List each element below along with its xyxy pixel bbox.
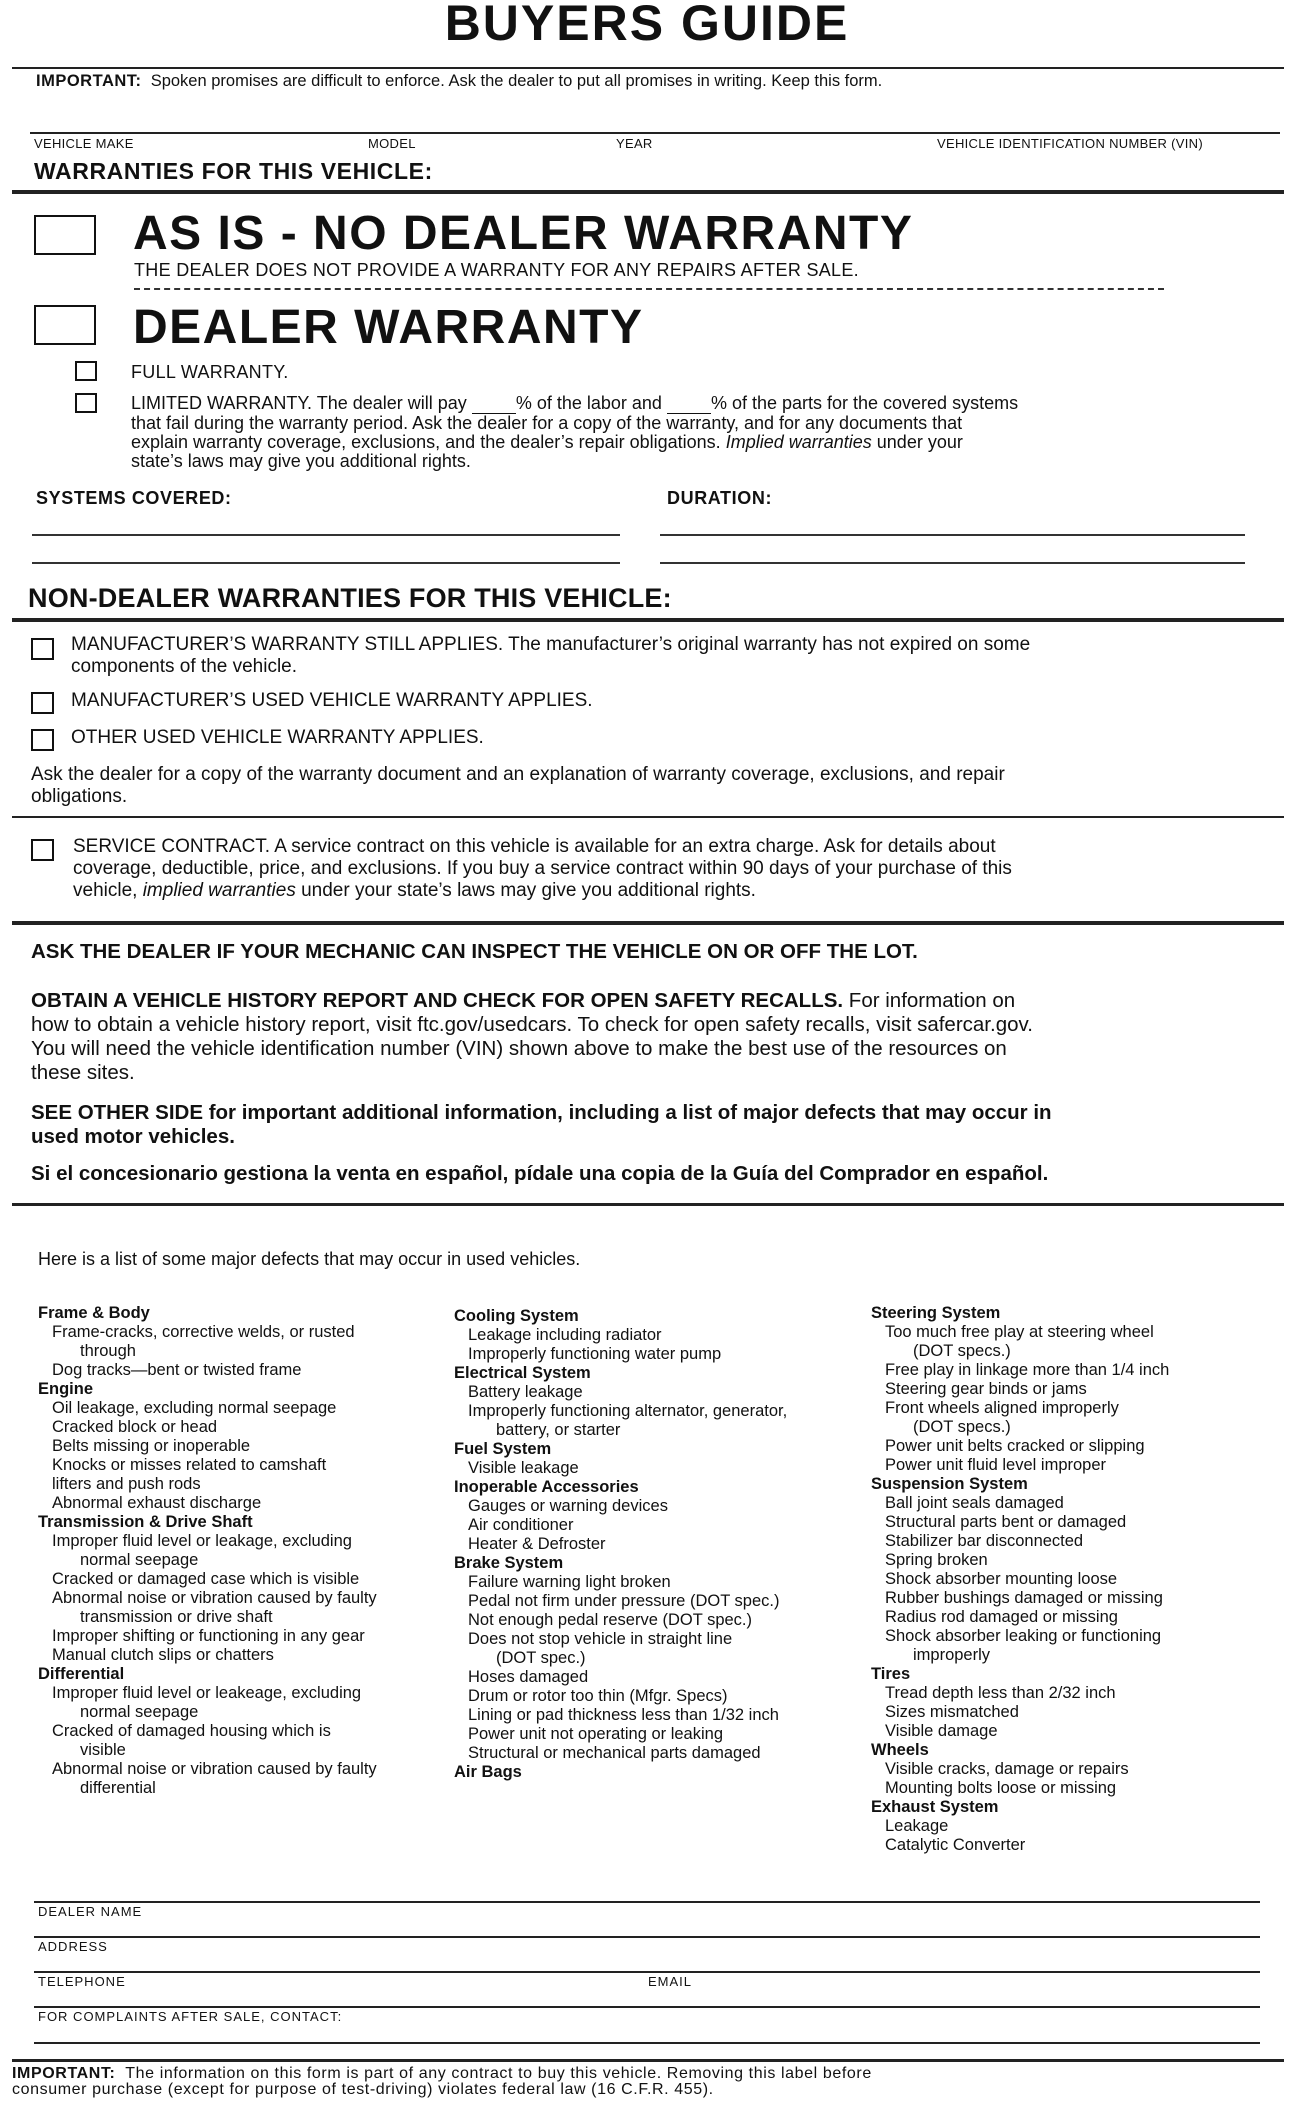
ask-dealer-text	[31, 764, 1005, 808]
used-vehicle-warranty-label: MANUFACTURER’S USED VEHICLE WARRANTY APPLIES.	[71, 690, 593, 711]
address-label: ADDRESS	[38, 1939, 108, 1954]
see-other-line-1: SEE OTHER SIDE for important additional information, including a list of major defects that may occur in	[31, 1101, 1052, 1124]
defect-item: Visible damage	[885, 1722, 998, 1740]
defects-intro: Here is a list of some major defects that may occur in used vehicles.	[38, 1249, 581, 1269]
limited-label: LIMITED WARRANTY.	[131, 393, 313, 413]
defect-item: Knocks or misses related to camshaft	[52, 1456, 327, 1474]
dealer-name-line[interactable]	[34, 1901, 1260, 1903]
manufacturer-line-2: components of the vehicle.	[71, 656, 298, 677]
defect-item: Structural or mechanical parts damaged	[468, 1744, 761, 1762]
defect-category: Inoperable Accessories	[454, 1478, 639, 1496]
defect-item: Pedal not firm under pressure (DOT spec.)	[468, 1592, 780, 1610]
defect-category: Brake System	[454, 1554, 564, 1572]
defect-category: Fuel System	[454, 1440, 552, 1458]
labor-percent-blank[interactable]	[472, 394, 516, 414]
other-warranty-checkbox[interactable]	[31, 729, 54, 751]
vehicle-line	[30, 132, 1280, 134]
defect-category: Suspension System	[871, 1475, 1028, 1493]
defect-item: Cracked block or head	[52, 1418, 218, 1436]
history-line-2: how to obtain a vehicle history report, visit ftc.gov/usedcars. To check for open safety recalls, visit safercar.gov.	[31, 1013, 1033, 1036]
service-contract-checkbox[interactable]	[31, 839, 54, 861]
footer-notice	[12, 2066, 872, 2098]
mechanic-notice: ASK THE DEALER IF YOUR MECHANIC CAN INSPECT THE VEHICLE ON OR OFF THE LOT.	[31, 940, 918, 963]
non-dealer-heading: NON-DEALER WARRANTIES FOR THIS VEHICLE:	[28, 583, 672, 613]
defect-item: Visible leakage	[468, 1459, 579, 1477]
as-is-title: AS IS - NO DEALER WARRANTY	[133, 207, 914, 260]
manufacturer-warranty-checkbox[interactable]	[31, 638, 54, 660]
limited-line-4: state’s laws may give you additional rights.	[131, 451, 471, 471]
systems-covered-label: SYSTEMS COVERED:	[36, 488, 232, 508]
systems-covered-line-2[interactable]	[32, 562, 620, 564]
spanish-notice: Si el concesionario gestiona la venta en español, pídale una copia de la Guía del Comprador en español.	[31, 1162, 1049, 1185]
defect-item: Leakage including radiator	[468, 1326, 662, 1344]
divider	[12, 618, 1284, 622]
defect-item: differential	[80, 1779, 156, 1797]
limited-line-3a: explain warranty coverage, exclusions, and the dealer’s repair obligations.	[131, 432, 721, 452]
year-label: YEAR	[616, 136, 653, 151]
see-other-side-notice	[31, 1101, 1052, 1149]
defect-item: Catalytic Converter	[885, 1836, 1026, 1854]
vin-label: VEHICLE IDENTIFICATION NUMBER (VIN)	[937, 136, 1203, 151]
defect-item: Belts missing or inoperable	[52, 1437, 251, 1455]
history-notice	[31, 989, 1286, 1085]
defect-item: improperly	[913, 1646, 991, 1664]
limited-text-c: % of the parts for the covered systems	[710, 393, 1019, 413]
defect-item: Cracked of damaged housing which is	[52, 1722, 331, 1740]
defect-category: Transmission & Drive Shaft	[38, 1513, 253, 1531]
defect-item: Battery leakage	[468, 1383, 583, 1401]
important-notice	[36, 72, 882, 91]
address-line[interactable]	[34, 1936, 1260, 1938]
footer-important-label: IMPORTANT:	[12, 2065, 116, 2082]
other-warranty-label: OTHER USED VEHICLE WARRANTY APPLIES.	[71, 727, 484, 748]
limited-warranty-text	[131, 394, 1281, 471]
history-line-3: You will need the vehicle identification number (VIN) shown above to make the best use of the resources on	[31, 1037, 1007, 1060]
dashed-divider	[134, 288, 1164, 290]
defect-category: Tires	[871, 1665, 911, 1683]
implied-warranties-italic: Implied warranties	[725, 432, 872, 452]
defect-item: normal seepage	[80, 1703, 199, 1721]
defect-item: Drum or rotor too thin (Mfgr. Specs)	[468, 1687, 728, 1705]
footer-line-1: The information on this form is part of any contract to buy this vehicle. Removing this label before	[125, 2065, 872, 2082]
full-warranty-checkbox[interactable]	[75, 361, 97, 381]
limited-warranty-checkbox[interactable]	[75, 393, 97, 413]
limited-text-a: The dealer will pay	[316, 393, 467, 413]
divider	[12, 190, 1284, 194]
defect-item: normal seepage	[80, 1551, 199, 1569]
defect-item: Visible cracks, damage or repairs	[885, 1760, 1129, 1778]
dealer-warranty-checkbox[interactable]	[34, 305, 96, 345]
important-text: Spoken promises are difficult to enforce. Ask the dealer to put all promises in writing. Keep this form.	[150, 72, 883, 90]
parts-percent-blank[interactable]	[667, 394, 711, 414]
history-line-4: these sites.	[31, 1061, 135, 1084]
defect-item: Rubber bushings damaged or missing	[885, 1589, 1163, 1607]
service-line-3a: vehicle,	[73, 880, 138, 901]
defect-category: Frame & Body	[38, 1304, 150, 1322]
history-bold: OBTAIN A VEHICLE HISTORY REPORT AND CHECK FOR OPEN SAFETY RECALLS.	[31, 989, 844, 1012]
defect-item: Abnormal noise or vibration caused by faulty	[52, 1589, 377, 1607]
duration-line-2[interactable]	[660, 562, 1245, 564]
defect-category: Exhaust System	[871, 1798, 999, 1816]
defect-item: Failure warning light broken	[468, 1573, 671, 1591]
service-contract-text	[73, 836, 1012, 902]
defect-item: (DOT specs.)	[913, 1418, 1011, 1436]
duration-label: DURATION:	[667, 488, 773, 508]
defect-item: through	[80, 1342, 136, 1360]
ask-line-1: Ask the dealer for a copy of the warranty document and an explanation of warranty coverage, exclusions, and repair	[31, 764, 1005, 785]
important-label: IMPORTANT:	[36, 72, 142, 90]
service-line-1: SERVICE CONTRACT. A service contract on this vehicle is available for an extra charge. Ask for details about	[73, 836, 996, 857]
defect-item: Mounting bolts loose or missing	[885, 1779, 1117, 1797]
defect-item: (DOT specs.)	[913, 1342, 1011, 1360]
full-warranty-label: FULL WARRANTY.	[131, 362, 289, 382]
defect-item: Air conditioner	[468, 1516, 574, 1534]
defect-category: Engine	[38, 1380, 94, 1398]
defects-column-1	[38, 1304, 438, 1798]
defect-item: Abnormal noise or vibration caused by faulty	[52, 1760, 377, 1778]
defect-item: Improper shifting or functioning in any gear	[52, 1627, 365, 1645]
limited-text-b: % of the labor and	[515, 393, 662, 413]
defect-item: Not enough pedal reserve (DOT spec.)	[468, 1611, 753, 1629]
defect-item: Abnormal exhaust discharge	[52, 1494, 262, 1512]
defect-category: Air Bags	[454, 1763, 522, 1781]
defect-item: Structural parts bent or damaged	[885, 1513, 1127, 1531]
defect-item: battery, or starter	[496, 1421, 621, 1439]
manufacturer-line-1: MANUFACTURER’S WARRANTY STILL APPLIES. The manufacturer’s original warranty has not expired on some	[71, 634, 1031, 655]
as-is-subtext: THE DEALER DOES NOT PROVIDE A WARRANTY FOR ANY REPAIRS AFTER SALE.	[134, 260, 859, 280]
defect-category: Differential	[38, 1665, 125, 1683]
defect-item: Heater & Defroster	[468, 1535, 606, 1553]
defect-item: Free play in linkage more than 1/4 inch	[885, 1361, 1170, 1379]
dealer-name-label: DEALER NAME	[38, 1904, 143, 1919]
ask-line-2: obligations.	[31, 786, 128, 807]
manufacturer-warranty-text	[71, 634, 1030, 678]
defect-item: Tread depth less than 2/32 inch	[885, 1684, 1116, 1702]
defect-item: Improperly functioning alternator, generator,	[468, 1402, 788, 1420]
defect-category: Steering System	[871, 1304, 1001, 1322]
defect-item: Improper fluid level or leakage, excluding	[52, 1532, 352, 1550]
defect-item: lifters and push rods	[52, 1475, 201, 1493]
dealer-warranty-title: DEALER WARRANTY	[133, 301, 644, 354]
model-label: MODEL	[368, 136, 416, 151]
see-other-line-2: used motor vehicles.	[31, 1125, 235, 1148]
defect-item: Leakage	[885, 1817, 949, 1835]
telephone-label: TELEPHONE	[38, 1974, 126, 1989]
defect-item: Improper fluid level or leakeage, excluding	[52, 1684, 362, 1702]
divider	[12, 1203, 1284, 1206]
divider	[12, 2059, 1284, 2062]
defect-item: Manual clutch slips or chatters	[52, 1646, 274, 1664]
warranties-heading: WARRANTIES FOR THIS VEHICLE:	[34, 158, 433, 184]
defect-item: Sizes mismatched	[885, 1703, 1019, 1721]
limited-line-2: that fail during the warranty period. Ask the dealer for a copy of the warranty, and for any documents that	[131, 413, 963, 433]
defect-item: Power unit belts cracked or slipping	[885, 1437, 1145, 1455]
complaints-label: FOR COMPLAINTS AFTER SALE, CONTACT:	[38, 2009, 343, 2024]
service-line-2: coverage, deductible, price, and exclusions. If you buy a service contract within 90 days of your purchase of this	[73, 858, 1012, 879]
used-vehicle-warranty-checkbox[interactable]	[31, 692, 54, 714]
defects-column-3	[871, 1304, 1271, 1855]
defect-item: Cracked or damaged case which is visible	[52, 1570, 360, 1588]
defect-category: Electrical System	[454, 1364, 591, 1382]
defect-item: Ball joint seals damaged	[885, 1494, 1064, 1512]
defect-item: Oil leakage, excluding normal seepage	[52, 1399, 337, 1417]
vehicle-make-label: VEHICLE MAKE	[34, 136, 134, 151]
defect-item: visible	[80, 1741, 126, 1759]
defect-item: Gauges or warning devices	[468, 1497, 668, 1515]
defect-item: Improperly functioning water pump	[468, 1345, 722, 1363]
service-implied-italic: implied warranties	[142, 880, 296, 901]
defect-item: Power unit not operating or leaking	[468, 1725, 723, 1743]
limited-line-3b: under your	[876, 432, 963, 452]
email-label: EMAIL	[648, 1974, 693, 1989]
defect-item: Does not stop vehicle in straight line	[468, 1630, 733, 1648]
telephone-line[interactable]	[34, 1971, 1260, 1973]
as-is-checkbox[interactable]	[34, 215, 96, 255]
defects-column-2	[454, 1307, 854, 1782]
defect-item: Dog tracks—bent or twisted frame	[52, 1361, 302, 1379]
page-title: BUYERS GUIDE	[444, 0, 850, 51]
footer-line-2: consumer purchase (except for purpose of test-driving) violates federal law (16 C.F.R. 455).	[12, 2081, 714, 2098]
defect-item: Lining or pad thickness less than 1/32 inch	[468, 1706, 779, 1724]
divider	[12, 816, 1284, 818]
systems-covered-line-1[interactable]	[32, 534, 620, 536]
complaints-line[interactable]	[34, 2006, 1260, 2008]
defect-item: (DOT spec.)	[496, 1649, 586, 1667]
defect-item: Power unit fluid level improper	[885, 1456, 1107, 1474]
defect-item: Frame-cracks, corrective welds, or rusted	[52, 1323, 355, 1341]
defect-item: Spring broken	[885, 1551, 988, 1569]
duration-line-1[interactable]	[660, 534, 1245, 536]
defect-item: Front wheels aligned improperly	[885, 1399, 1119, 1417]
defect-item: Stabilizer bar disconnected	[885, 1532, 1084, 1550]
defect-item: Hoses damaged	[468, 1668, 589, 1686]
defect-item: Shock absorber leaking or functioning	[885, 1627, 1162, 1645]
defect-category: Cooling System	[454, 1307, 579, 1325]
divider	[12, 921, 1284, 925]
divider	[12, 67, 1284, 69]
defect-item: Radius rod damaged or missing	[885, 1608, 1118, 1626]
defect-item: transmission or drive shaft	[80, 1608, 273, 1626]
history-rest: For information on	[848, 989, 1016, 1012]
defect-category: Wheels	[871, 1741, 929, 1759]
defect-item: Steering gear binds or jams	[885, 1380, 1087, 1398]
service-line-3b: under your state’s laws may give you additional rights.	[301, 880, 756, 901]
complaints-line-2[interactable]	[34, 2042, 1260, 2044]
defect-item: Too much free play at steering wheel	[885, 1323, 1154, 1341]
defect-item: Shock absorber mounting loose	[885, 1570, 1118, 1588]
